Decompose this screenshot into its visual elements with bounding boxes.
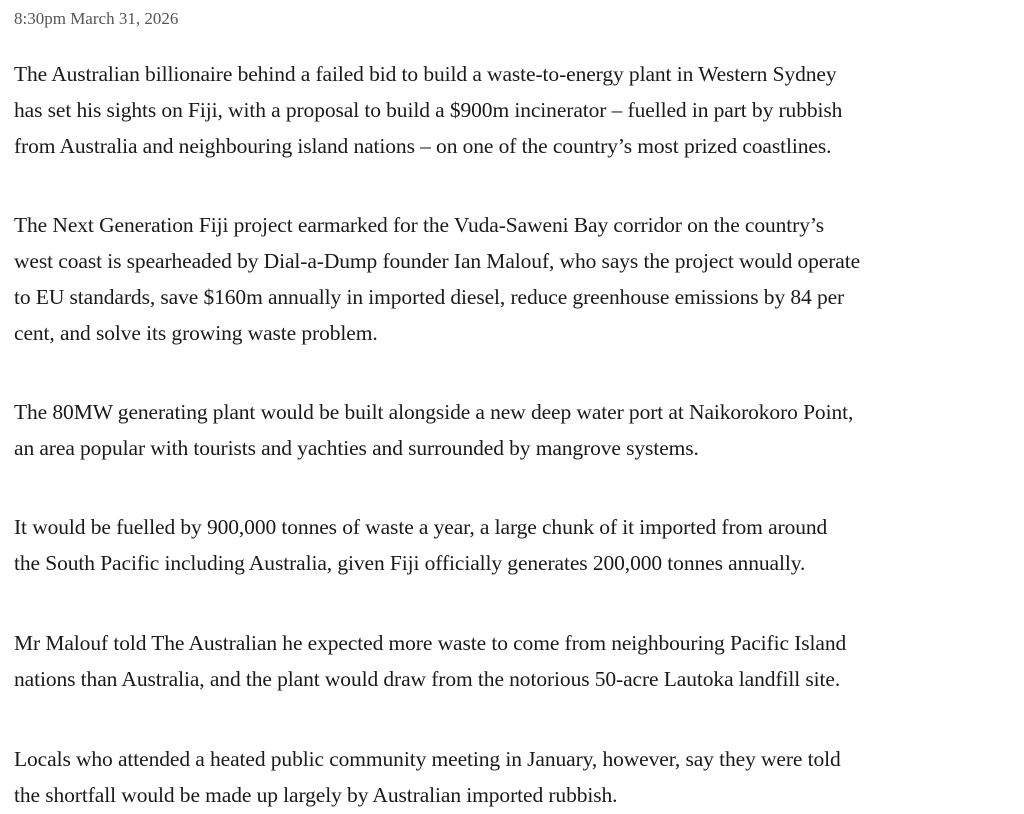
paragraph-line: the shortfall would be made up largely by Australian imported rubbish. — [14, 783, 618, 807]
paragraph-1 — [14, 56, 842, 164]
paragraph-line: The Next Generation Fiji project earmarked for the Vuda-Saweni Bay corridor on the country’s — [14, 213, 825, 237]
paragraph-2 — [14, 207, 860, 351]
paragraph-line: The 80MW generating plant would be built alongside a new deep water port at Naikorokoro Point, — [14, 400, 854, 424]
paragraph-line: west coast is spearheaded by Dial-a-Dump founder Ian Malouf, who says the project would operate — [14, 249, 861, 273]
paragraph-6 — [14, 741, 841, 813]
paragraph-line: It would be fuelled by 900,000 tonnes of waste a year, a large chunk of it imported from around — [14, 515, 828, 539]
paragraph-line: The Australian billionaire behind a failed bid to build a waste-to-energy plant in Western Sydney — [14, 62, 837, 86]
paragraph-line: Mr Malouf told The Australian he expected more waste to come from neighbouring Pacific Island — [14, 631, 847, 655]
paragraph-line: an area popular with tourists and yachties and surrounded by mangrove systems. — [14, 436, 699, 460]
paragraph-4 — [14, 509, 827, 581]
paragraph-3 — [14, 394, 853, 466]
paragraph-5 — [14, 625, 846, 697]
paragraph-line: to EU standards, save $160m annually in imported diesel, reduce greenhouse emissions by 84 per — [14, 285, 845, 309]
paragraph-line: the South Pacific including Australia, given Fiji officially generates 200,000 tonnes annually. — [14, 551, 806, 575]
paragraph-line: nations than Australia, and the plant would draw from the notorious 50-acre Lautoka landfill site. — [14, 667, 841, 691]
paragraph-line: from Australia and neighbouring island nations – on one of the country’s most prized coastlines. — [14, 134, 832, 158]
article-timestamp: 8:30pm March 31, 2026 — [14, 9, 179, 28]
article-body — [14, 0, 1014, 807]
paragraph-line: Locals who attended a heated public community meeting in January, however, say they were told — [14, 747, 841, 771]
paragraph-line: cent, and solve its growing waste problem. — [14, 321, 378, 345]
paragraph-line: has set his sights on Fiji, with a proposal to build a $900m incinerator – fuelled in part by rubbish — [14, 98, 843, 122]
